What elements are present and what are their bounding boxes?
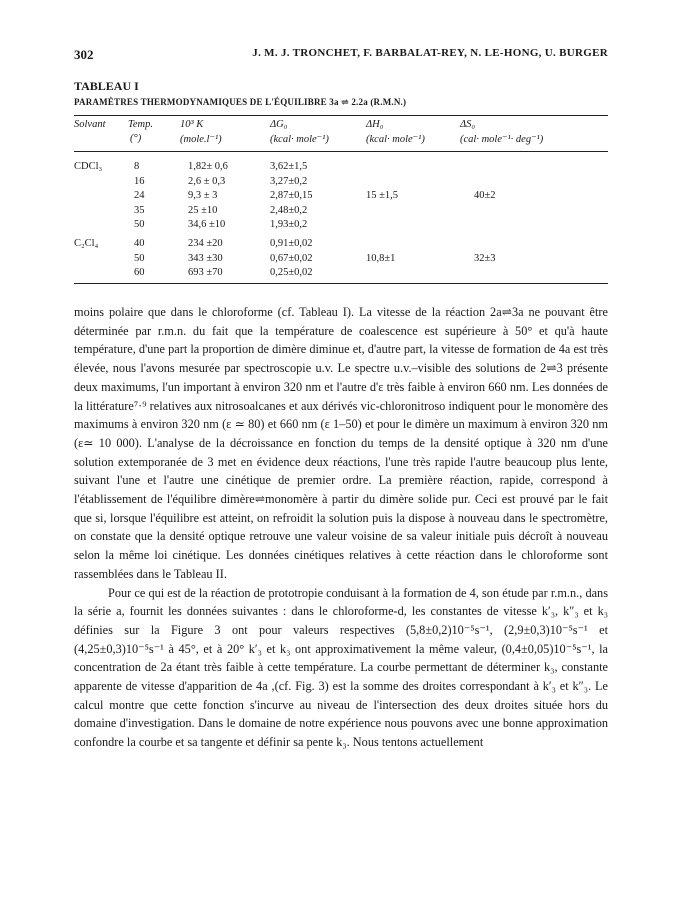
cell-ds: 40±2	[474, 190, 496, 202]
table-title: TABLEAU I	[74, 79, 139, 93]
col-head-k-unit: (mole.l⁻¹)	[180, 134, 222, 145]
cell-temp: 60	[134, 267, 145, 279]
table-header-rule	[74, 151, 608, 152]
cell-dg: 1,93±0,2	[270, 219, 308, 231]
cell-ds: 32±3	[474, 252, 496, 264]
cell-k: 34,6 ±10	[188, 219, 226, 231]
cell-temp: 40	[134, 238, 145, 249]
col-head-k: 10³ K	[180, 119, 204, 130]
cell-dg: 2,87±0,15	[270, 190, 313, 202]
cell-dg: 0,67±0,02	[270, 252, 313, 264]
cell-solvent: CDCl₃	[74, 161, 103, 172]
cell-solvent: C₂Cl₄	[74, 238, 99, 249]
cell-dh: 10,8±1	[366, 252, 396, 264]
table-top-rule	[74, 115, 608, 116]
cell-k: 234 ±20	[188, 238, 223, 249]
cell-dg: 2,48±0,2	[270, 204, 308, 216]
cell-k: 2,6 ± 0,3	[188, 175, 226, 187]
cell-temp: 16	[134, 175, 145, 187]
cell-dg: 3,62±1,5	[270, 161, 308, 172]
col-head-dh: ΔH₀	[366, 119, 384, 130]
col-head-dh-unit: (kcal· mole⁻¹)	[366, 134, 425, 145]
page-number: 302	[74, 47, 94, 62]
col-head-ds-unit: (cal· mole⁻¹· deg⁻¹)	[460, 134, 544, 145]
col-head-solvant: Solvant	[74, 119, 106, 130]
col-head-temp-unit: (°)	[130, 133, 142, 144]
cell-dg: 0,91±0,02	[270, 238, 313, 249]
cell-k: 1,82± 0,6	[188, 161, 228, 172]
cell-k: 25 ±10	[188, 204, 218, 216]
cell-k: 693 ±70	[188, 267, 223, 279]
body-text	[74, 303, 608, 752]
col-head-ds: ΔS₀	[460, 119, 476, 130]
paragraph: moins polaire que dans le chloroforme (cf. Tableau I). La vitesse de la réaction 2a⇌3a ne pouvant être déterminée par r.m.n. du fait que la température de coalescence est supérieure à 50° et qu'à haute température, d'une part la proportion de dimère diminue et, d'autre part, la vitesse de formation de 4a est très élevée, nous l'avons mesurée par spectroscopie u.v. Le spectre u.v.–visible des solutions de 2⇌3 présente deux maximums, l'un important à environ 320 nm et l'autre d'ε très faible à environ 660 nm. Les données de la littérature⁷·⁹ relatives aux nitrosoalcanes et aux dérivés vic-chloronitroso indiquent pour le monomère des maximums à environ 320 nm (ε ≃ 80) et 660 nm (ε 1–50) et pour le dimère un maximum à environ 320 nm (ε≃ 10 000). L'analyse de la décroissance en fonction du temps de la densité optique à 320 nm d'une solution extemporanée de 3 met en évidence deux réactions, l'une très rapide l'autre beaucoup plus lente, suivant l'une et l'autre une cinétique de premier ordre. La première réaction, rapide, correspond à l'établissement de l'équilibre dimère⇌monomère à partir du dimère solide pur. Ceci est prouvé par le fait que si, lorsque l'équilibre est atteint, on refroidit la solution puis la dispose à nouveau dans le spectromètre, on constate que la densité optique retrouve une valeur voisine de sa valeur initiale puis décroît à nouveau selon la même loi cinétique. Les données cinétiques relatives à cette réaction dans le chloroforme sont rassemblées dans le Tableau II.	[74, 305, 608, 581]
cell-temp: 35	[134, 204, 145, 216]
cell-dg: 3,27±0,2	[270, 175, 308, 187]
paragraph: Pour ce qui est de la réaction de prototropie conduisant à la formation de 4, son étude par r.m.n., dans la série a, fournit les données suivantes : dans le chloroforme-d, les constantes de vitesse k′₃, k″₃ et k₃ définies sur la Figure 3 ont pour valeurs respectives (5,8±0,2)10⁻⁵s⁻¹, (2,9±0,3)10⁻⁵s⁻¹ et (4,25±0,3)10⁻⁵s⁻¹ à 45°, et à 20° k′₃ et k₃ ont approximativement la même valeur, (0,4±0,05)10⁻⁵s⁻¹, la concentration de 2a étant très faible à cette température. La courbe permettant de déterminer k₃, constante apparente de vitesse d'apparition de 4a ,(cf. Fig. 3) est la somme des droites correspondant à k′₃ et k″₃. Le calcul montre que cette fonction s'incurve au niveau de l'intersection des deux droites située hors du domaine d'investigation. Dans le domaine de notre expérience nous pouvons avec une bonne approximation confondre la courbe et sa tangente et définir sa pente k₃. Nous tentons actuellement	[74, 585, 608, 750]
cell-temp: 50	[134, 252, 145, 264]
cell-dg: 0,25±0,02	[270, 267, 313, 279]
cell-dh: 15 ±1,5	[366, 190, 399, 202]
cell-temp: 50	[134, 219, 145, 231]
col-head-dg: ΔG₀	[270, 119, 288, 130]
cell-k: 9,3 ± 3	[188, 190, 218, 202]
col-head-temp: Temp.	[128, 119, 153, 130]
table-bottom-rule	[74, 283, 608, 284]
cell-temp: 8	[134, 161, 140, 172]
cell-temp: 24	[134, 190, 145, 202]
running-head-authors: J. M. J. TRONCHET, F. BARBALAT-REY, N. LE-HONG, U. BURGER	[252, 47, 608, 59]
col-head-dg-unit: (kcal· mole⁻¹)	[270, 134, 329, 145]
page-header	[74, 47, 608, 63]
table-caption: PARAMÈTRES THERMODYNAMIQUES DE L'ÉQUILIBRE 3a ⇌ 2.2a (R.M.N.)	[74, 97, 407, 107]
cell-k: 343 ±30	[188, 252, 223, 264]
